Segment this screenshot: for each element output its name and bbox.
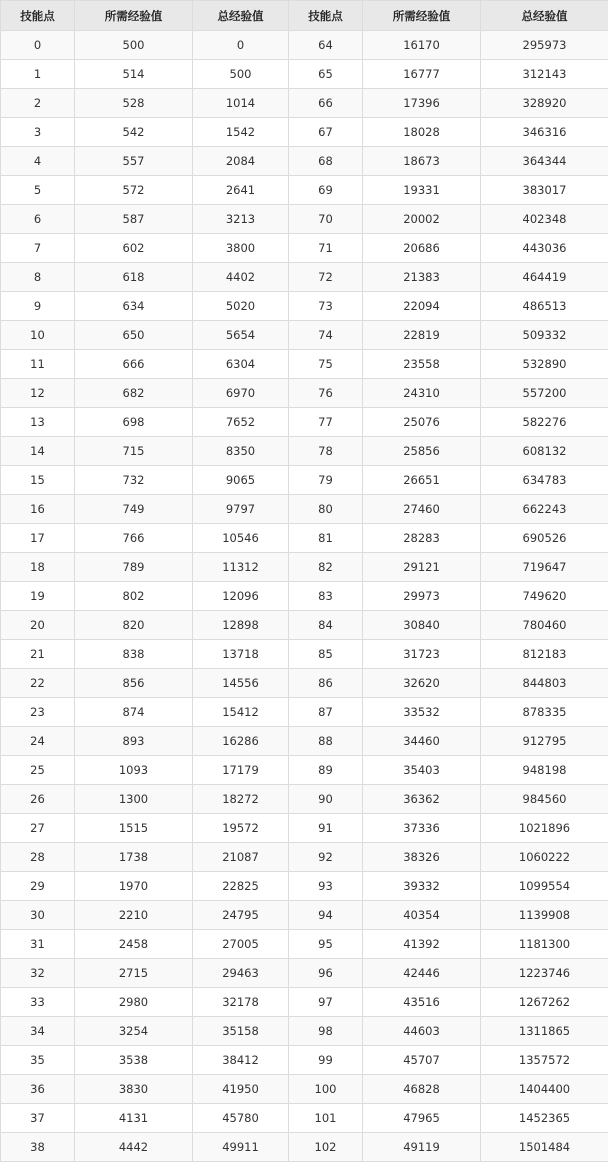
required-xp-cell-2: 35403 bbox=[363, 756, 481, 785]
skill-point-cell-2: 79 bbox=[289, 466, 363, 495]
table-row bbox=[1, 292, 608, 321]
skill-point-cell: 10 bbox=[1, 321, 75, 350]
skill-point-cell-2: 88 bbox=[289, 727, 363, 756]
total-xp-cell: 29463 bbox=[193, 959, 289, 988]
required-xp-cell-2: 29121 bbox=[363, 553, 481, 582]
total-xp-cell-2: 1452365 bbox=[481, 1104, 608, 1133]
skill-point-cell-2: 84 bbox=[289, 611, 363, 640]
total-xp-cell-2: 749620 bbox=[481, 582, 608, 611]
skill-point-cell: 26 bbox=[1, 785, 75, 814]
table-body bbox=[1, 31, 608, 1162]
required-xp-cell: 1970 bbox=[75, 872, 193, 901]
skill-point-cell-2: 64 bbox=[289, 31, 363, 60]
total-xp-cell: 2084 bbox=[193, 147, 289, 176]
total-xp-cell-2: 1501484 bbox=[481, 1133, 608, 1162]
total-xp-cell: 3800 bbox=[193, 234, 289, 263]
total-xp-cell-2: 1357572 bbox=[481, 1046, 608, 1075]
total-xp-cell-2: 878335 bbox=[481, 698, 608, 727]
total-xp-cell: 5654 bbox=[193, 321, 289, 350]
total-xp-cell: 32178 bbox=[193, 988, 289, 1017]
total-xp-cell: 38412 bbox=[193, 1046, 289, 1075]
table-row bbox=[1, 669, 608, 698]
total-xp-cell: 6304 bbox=[193, 350, 289, 379]
required-xp-cell-2: 37336 bbox=[363, 814, 481, 843]
skill-point-cell: 12 bbox=[1, 379, 75, 408]
skill-point-cell-2: 102 bbox=[289, 1133, 363, 1162]
required-xp-cell: 4131 bbox=[75, 1104, 193, 1133]
required-xp-cell: 3254 bbox=[75, 1017, 193, 1046]
required-xp-cell-2: 44603 bbox=[363, 1017, 481, 1046]
skill-point-cell: 8 bbox=[1, 263, 75, 292]
table-row bbox=[1, 118, 608, 147]
required-xp-cell-2: 41392 bbox=[363, 930, 481, 959]
skill-point-cell: 15 bbox=[1, 466, 75, 495]
skill-point-cell-2: 101 bbox=[289, 1104, 363, 1133]
total-xp-cell: 2641 bbox=[193, 176, 289, 205]
total-xp-cell-2: 346316 bbox=[481, 118, 608, 147]
skill-point-cell: 9 bbox=[1, 292, 75, 321]
required-xp-cell: 802 bbox=[75, 582, 193, 611]
total-xp-cell: 49911 bbox=[193, 1133, 289, 1162]
required-xp-cell-2: 36362 bbox=[363, 785, 481, 814]
required-xp-cell: 666 bbox=[75, 350, 193, 379]
required-xp-cell-2: 27460 bbox=[363, 495, 481, 524]
table-row bbox=[1, 872, 608, 901]
total-xp-cell-2: 984560 bbox=[481, 785, 608, 814]
skill-point-cell: 30 bbox=[1, 901, 75, 930]
header-row bbox=[1, 1, 608, 31]
required-xp-cell-2: 22819 bbox=[363, 321, 481, 350]
required-xp-cell: 634 bbox=[75, 292, 193, 321]
table-row bbox=[1, 959, 608, 988]
table-row bbox=[1, 582, 608, 611]
skill-point-cell: 7 bbox=[1, 234, 75, 263]
table-row bbox=[1, 89, 608, 118]
total-xp-cell-2: 402348 bbox=[481, 205, 608, 234]
required-xp-cell-2: 20686 bbox=[363, 234, 481, 263]
total-xp-cell: 5020 bbox=[193, 292, 289, 321]
skill-point-cell: 28 bbox=[1, 843, 75, 872]
total-xp-cell-2: 912795 bbox=[481, 727, 608, 756]
skill-point-cell-2: 92 bbox=[289, 843, 363, 872]
required-xp-cell: 749 bbox=[75, 495, 193, 524]
table-row bbox=[1, 640, 608, 669]
skill-point-cell: 20 bbox=[1, 611, 75, 640]
total-xp-cell-2: 1181300 bbox=[481, 930, 608, 959]
total-xp-cell-2: 812183 bbox=[481, 640, 608, 669]
required-xp-cell: 715 bbox=[75, 437, 193, 466]
table-row bbox=[1, 176, 608, 205]
table-row bbox=[1, 930, 608, 959]
skill-point-cell-2: 70 bbox=[289, 205, 363, 234]
required-xp-cell: 1093 bbox=[75, 756, 193, 785]
total-xp-cell-2: 719647 bbox=[481, 553, 608, 582]
total-xp-cell-2: 1311865 bbox=[481, 1017, 608, 1046]
required-xp-cell-2: 38326 bbox=[363, 843, 481, 872]
required-xp-cell: 650 bbox=[75, 321, 193, 350]
table-row bbox=[1, 205, 608, 234]
skill-point-cell: 19 bbox=[1, 582, 75, 611]
header-total-xp: 总经验值 bbox=[193, 1, 289, 31]
skill-point-cell: 14 bbox=[1, 437, 75, 466]
total-xp-cell: 3213 bbox=[193, 205, 289, 234]
required-xp-cell: 542 bbox=[75, 118, 193, 147]
table-row bbox=[1, 785, 608, 814]
required-xp-cell: 4442 bbox=[75, 1133, 193, 1162]
total-xp-cell: 22825 bbox=[193, 872, 289, 901]
header-required-xp: 所需经验值 bbox=[75, 1, 193, 31]
total-xp-cell: 6970 bbox=[193, 379, 289, 408]
skill-point-cell-2: 97 bbox=[289, 988, 363, 1017]
table-row bbox=[1, 1133, 608, 1162]
table-row bbox=[1, 1017, 608, 1046]
skill-point-cell: 24 bbox=[1, 727, 75, 756]
table-row bbox=[1, 1104, 608, 1133]
total-xp-cell: 45780 bbox=[193, 1104, 289, 1133]
total-xp-cell: 16286 bbox=[193, 727, 289, 756]
required-xp-cell: 732 bbox=[75, 466, 193, 495]
required-xp-cell-2: 40354 bbox=[363, 901, 481, 930]
required-xp-cell-2: 31723 bbox=[363, 640, 481, 669]
total-xp-cell: 24795 bbox=[193, 901, 289, 930]
required-xp-cell: 602 bbox=[75, 234, 193, 263]
required-xp-cell: 3830 bbox=[75, 1075, 193, 1104]
required-xp-cell: 838 bbox=[75, 640, 193, 669]
required-xp-cell: 2715 bbox=[75, 959, 193, 988]
total-xp-cell: 7652 bbox=[193, 408, 289, 437]
required-xp-cell-2: 32620 bbox=[363, 669, 481, 698]
total-xp-cell: 13718 bbox=[193, 640, 289, 669]
total-xp-cell-2: 383017 bbox=[481, 176, 608, 205]
total-xp-cell-2: 532890 bbox=[481, 350, 608, 379]
total-xp-cell: 19572 bbox=[193, 814, 289, 843]
total-xp-cell: 35158 bbox=[193, 1017, 289, 1046]
table-row bbox=[1, 437, 608, 466]
skill-point-cell-2: 80 bbox=[289, 495, 363, 524]
skill-point-cell-2: 90 bbox=[289, 785, 363, 814]
required-xp-cell-2: 47965 bbox=[363, 1104, 481, 1133]
total-xp-cell: 1542 bbox=[193, 118, 289, 147]
table-row bbox=[1, 321, 608, 350]
required-xp-cell-2: 16170 bbox=[363, 31, 481, 60]
skill-point-cell: 11 bbox=[1, 350, 75, 379]
required-xp-cell-2: 49119 bbox=[363, 1133, 481, 1162]
required-xp-cell-2: 25076 bbox=[363, 408, 481, 437]
skill-point-cell: 23 bbox=[1, 698, 75, 727]
required-xp-cell-2: 18028 bbox=[363, 118, 481, 147]
skill-point-cell: 34 bbox=[1, 1017, 75, 1046]
total-xp-cell-2: 312143 bbox=[481, 60, 608, 89]
required-xp-cell: 572 bbox=[75, 176, 193, 205]
total-xp-cell-2: 634783 bbox=[481, 466, 608, 495]
total-xp-cell-2: 608132 bbox=[481, 437, 608, 466]
skill-point-cell: 37 bbox=[1, 1104, 75, 1133]
skill-point-cell: 29 bbox=[1, 872, 75, 901]
total-xp-cell-2: 443036 bbox=[481, 234, 608, 263]
table-row bbox=[1, 727, 608, 756]
skill-point-cell-2: 68 bbox=[289, 147, 363, 176]
table-row bbox=[1, 408, 608, 437]
skill-point-cell: 25 bbox=[1, 756, 75, 785]
required-xp-cell: 820 bbox=[75, 611, 193, 640]
total-xp-cell: 500 bbox=[193, 60, 289, 89]
total-xp-cell: 10546 bbox=[193, 524, 289, 553]
skill-point-cell-2: 89 bbox=[289, 756, 363, 785]
skill-point-cell-2: 74 bbox=[289, 321, 363, 350]
total-xp-cell: 11312 bbox=[193, 553, 289, 582]
skill-point-cell-2: 75 bbox=[289, 350, 363, 379]
skill-point-cell-2: 66 bbox=[289, 89, 363, 118]
total-xp-cell-2: 780460 bbox=[481, 611, 608, 640]
table-row bbox=[1, 147, 608, 176]
skill-point-cell: 35 bbox=[1, 1046, 75, 1075]
required-xp-cell-2: 16777 bbox=[363, 60, 481, 89]
required-xp-cell: 1300 bbox=[75, 785, 193, 814]
skill-point-cell-2: 93 bbox=[289, 872, 363, 901]
required-xp-cell: 3538 bbox=[75, 1046, 193, 1075]
skill-point-cell-2: 83 bbox=[289, 582, 363, 611]
total-xp-cell: 15412 bbox=[193, 698, 289, 727]
total-xp-cell-2: 1404400 bbox=[481, 1075, 608, 1104]
required-xp-cell-2: 46828 bbox=[363, 1075, 481, 1104]
required-xp-cell-2: 17396 bbox=[363, 89, 481, 118]
table-row bbox=[1, 495, 608, 524]
table-row bbox=[1, 263, 608, 292]
required-xp-cell: 766 bbox=[75, 524, 193, 553]
skill-point-cell: 4 bbox=[1, 147, 75, 176]
required-xp-cell: 2980 bbox=[75, 988, 193, 1017]
total-xp-cell: 14556 bbox=[193, 669, 289, 698]
skill-point-cell: 17 bbox=[1, 524, 75, 553]
total-xp-cell-2: 690526 bbox=[481, 524, 608, 553]
table-row bbox=[1, 901, 608, 930]
skill-point-cell-2: 95 bbox=[289, 930, 363, 959]
total-xp-cell: 41950 bbox=[193, 1075, 289, 1104]
required-xp-cell-2: 28283 bbox=[363, 524, 481, 553]
skill-point-cell-2: 71 bbox=[289, 234, 363, 263]
total-xp-cell: 12898 bbox=[193, 611, 289, 640]
total-xp-cell-2: 1099554 bbox=[481, 872, 608, 901]
required-xp-cell: 856 bbox=[75, 669, 193, 698]
table-row bbox=[1, 611, 608, 640]
total-xp-cell-2: 557200 bbox=[481, 379, 608, 408]
table-row bbox=[1, 466, 608, 495]
table-row bbox=[1, 553, 608, 582]
table-row bbox=[1, 698, 608, 727]
table-row bbox=[1, 1075, 608, 1104]
skill-point-cell: 3 bbox=[1, 118, 75, 147]
table-row bbox=[1, 843, 608, 872]
skill-point-cell-2: 82 bbox=[289, 553, 363, 582]
skill-point-cell-2: 99 bbox=[289, 1046, 363, 1075]
skill-point-cell: 1 bbox=[1, 60, 75, 89]
required-xp-cell: 789 bbox=[75, 553, 193, 582]
skill-point-cell-2: 96 bbox=[289, 959, 363, 988]
total-xp-cell-2: 364344 bbox=[481, 147, 608, 176]
required-xp-cell: 514 bbox=[75, 60, 193, 89]
required-xp-cell-2: 19331 bbox=[363, 176, 481, 205]
table-row bbox=[1, 379, 608, 408]
required-xp-cell: 500 bbox=[75, 31, 193, 60]
skill-point-cell-2: 91 bbox=[289, 814, 363, 843]
skill-point-cell-2: 77 bbox=[289, 408, 363, 437]
skill-point-cell-2: 76 bbox=[289, 379, 363, 408]
table-row bbox=[1, 814, 608, 843]
total-xp-cell-2: 1267262 bbox=[481, 988, 608, 1017]
skill-point-cell-2: 73 bbox=[289, 292, 363, 321]
total-xp-cell-2: 582276 bbox=[481, 408, 608, 437]
required-xp-cell: 698 bbox=[75, 408, 193, 437]
skill-point-cell: 27 bbox=[1, 814, 75, 843]
skill-point-cell: 36 bbox=[1, 1075, 75, 1104]
header-skill-point: 技能点 bbox=[1, 1, 75, 31]
required-xp-cell-2: 33532 bbox=[363, 698, 481, 727]
skill-point-cell-2: 72 bbox=[289, 263, 363, 292]
table-row bbox=[1, 31, 608, 60]
required-xp-cell-2: 30840 bbox=[363, 611, 481, 640]
required-xp-cell-2: 42446 bbox=[363, 959, 481, 988]
skill-point-cell-2: 85 bbox=[289, 640, 363, 669]
required-xp-cell-2: 23558 bbox=[363, 350, 481, 379]
skill-point-cell-2: 94 bbox=[289, 901, 363, 930]
total-xp-cell-2: 844803 bbox=[481, 669, 608, 698]
total-xp-cell-2: 464419 bbox=[481, 263, 608, 292]
table-row bbox=[1, 350, 608, 379]
total-xp-cell-2: 1060222 bbox=[481, 843, 608, 872]
required-xp-cell-2: 43516 bbox=[363, 988, 481, 1017]
table-row bbox=[1, 524, 608, 553]
skill-point-cell-2: 69 bbox=[289, 176, 363, 205]
required-xp-cell-2: 24310 bbox=[363, 379, 481, 408]
required-xp-cell: 557 bbox=[75, 147, 193, 176]
total-xp-cell: 18272 bbox=[193, 785, 289, 814]
total-xp-cell-2: 1139908 bbox=[481, 901, 608, 930]
required-xp-cell: 1738 bbox=[75, 843, 193, 872]
header-required-xp-2: 所需经验值 bbox=[363, 1, 481, 31]
table-row bbox=[1, 756, 608, 785]
total-xp-cell-2: 662243 bbox=[481, 495, 608, 524]
table-row bbox=[1, 988, 608, 1017]
skill-point-cell-2: 100 bbox=[289, 1075, 363, 1104]
skill-point-cell: 2 bbox=[1, 89, 75, 118]
required-xp-cell: 682 bbox=[75, 379, 193, 408]
skill-point-cell-2: 87 bbox=[289, 698, 363, 727]
required-xp-cell-2: 39332 bbox=[363, 872, 481, 901]
skill-point-cell-2: 86 bbox=[289, 669, 363, 698]
skill-point-cell-2: 98 bbox=[289, 1017, 363, 1046]
total-xp-cell: 12096 bbox=[193, 582, 289, 611]
skill-point-cell-2: 81 bbox=[289, 524, 363, 553]
total-xp-cell: 21087 bbox=[193, 843, 289, 872]
skill-point-cell: 31 bbox=[1, 930, 75, 959]
required-xp-cell-2: 22094 bbox=[363, 292, 481, 321]
total-xp-cell: 4402 bbox=[193, 263, 289, 292]
skill-point-cell: 32 bbox=[1, 959, 75, 988]
required-xp-cell-2: 26651 bbox=[363, 466, 481, 495]
total-xp-cell: 9065 bbox=[193, 466, 289, 495]
skill-point-cell: 0 bbox=[1, 31, 75, 60]
skill-point-cell: 6 bbox=[1, 205, 75, 234]
total-xp-cell: 9797 bbox=[193, 495, 289, 524]
required-xp-cell-2: 34460 bbox=[363, 727, 481, 756]
total-xp-cell: 0 bbox=[193, 31, 289, 60]
required-xp-cell: 1515 bbox=[75, 814, 193, 843]
required-xp-cell: 618 bbox=[75, 263, 193, 292]
skill-point-cell: 16 bbox=[1, 495, 75, 524]
required-xp-cell-2: 21383 bbox=[363, 263, 481, 292]
total-xp-cell: 1014 bbox=[193, 89, 289, 118]
total-xp-cell-2: 1021896 bbox=[481, 814, 608, 843]
required-xp-cell-2: 18673 bbox=[363, 147, 481, 176]
required-xp-cell: 587 bbox=[75, 205, 193, 234]
required-xp-cell: 2458 bbox=[75, 930, 193, 959]
required-xp-cell: 893 bbox=[75, 727, 193, 756]
total-xp-cell-2: 295973 bbox=[481, 31, 608, 60]
total-xp-cell-2: 486513 bbox=[481, 292, 608, 321]
total-xp-cell-2: 509332 bbox=[481, 321, 608, 350]
required-xp-cell: 874 bbox=[75, 698, 193, 727]
skill-point-cell: 38 bbox=[1, 1133, 75, 1162]
table-row bbox=[1, 1046, 608, 1075]
table-row bbox=[1, 60, 608, 89]
skill-point-cell-2: 65 bbox=[289, 60, 363, 89]
skill-point-cell: 33 bbox=[1, 988, 75, 1017]
required-xp-cell-2: 25856 bbox=[363, 437, 481, 466]
required-xp-cell: 528 bbox=[75, 89, 193, 118]
total-xp-cell-2: 948198 bbox=[481, 756, 608, 785]
total-xp-cell: 8350 bbox=[193, 437, 289, 466]
table-row bbox=[1, 234, 608, 263]
skill-point-cell: 22 bbox=[1, 669, 75, 698]
skill-point-cell: 18 bbox=[1, 553, 75, 582]
total-xp-cell: 17179 bbox=[193, 756, 289, 785]
skill-point-cell-2: 78 bbox=[289, 437, 363, 466]
required-xp-cell-2: 20002 bbox=[363, 205, 481, 234]
skill-point-cell: 5 bbox=[1, 176, 75, 205]
total-xp-cell-2: 1223746 bbox=[481, 959, 608, 988]
skill-point-cell-2: 67 bbox=[289, 118, 363, 147]
skill-point-cell: 13 bbox=[1, 408, 75, 437]
required-xp-cell-2: 45707 bbox=[363, 1046, 481, 1075]
header-total-xp-2: 总经验值 bbox=[481, 1, 608, 31]
required-xp-cell-2: 29973 bbox=[363, 582, 481, 611]
total-xp-cell: 27005 bbox=[193, 930, 289, 959]
header-skill-point-2: 技能点 bbox=[289, 1, 363, 31]
skill-point-cell: 21 bbox=[1, 640, 75, 669]
required-xp-cell: 2210 bbox=[75, 901, 193, 930]
total-xp-cell-2: 328920 bbox=[481, 89, 608, 118]
